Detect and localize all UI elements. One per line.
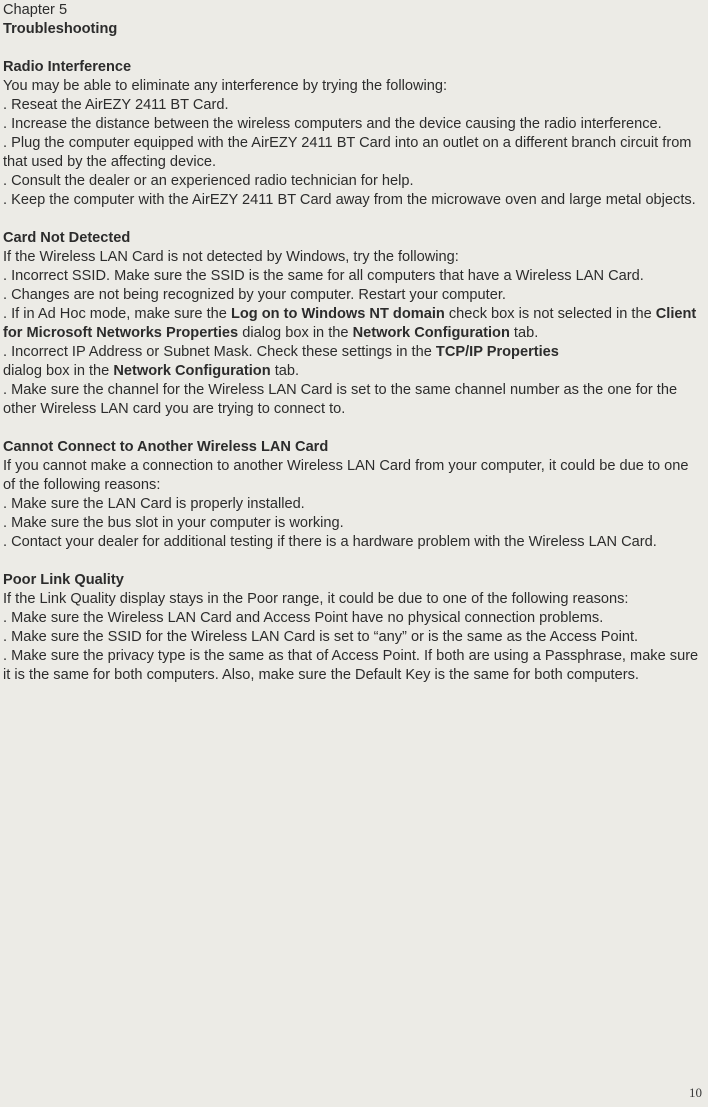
list-item: . Make sure the channel for the Wireless LAN Card is set to the same channel number as the one for the other Wireless LAN card you are trying to connect to. xyxy=(3,382,678,417)
list-item xyxy=(3,343,703,381)
document-page xyxy=(3,1,703,704)
list-item: . Changes are not being recognized by your computer. Restart your computer. xyxy=(3,287,506,303)
bold-term: TCP/IP Properties xyxy=(435,344,559,360)
section-heading: Cannot Connect to Another Wireless LAN Card xyxy=(3,439,329,455)
list-item: . Plug the computer equipped with the AirEZY 2411 BT Card into an outlet on a different branch circuit from that used by the affecting device. xyxy=(3,135,692,170)
bold-term: Network Configuration xyxy=(113,363,271,379)
list-item: . Contact your dealer for additional testing if there is a hardware problem with the Wireless LAN Card. xyxy=(3,534,657,550)
section-intro: If the Wireless LAN Card is not detected by Windows, try the following: xyxy=(3,249,459,265)
list-item: . Consult the dealer or an experienced radio technician for help. xyxy=(3,173,414,189)
chapter-label: Chapter 5 xyxy=(3,2,68,18)
text-run: check box is not selected in the xyxy=(444,306,656,322)
section-heading: Card Not Detected xyxy=(3,230,131,246)
list-item: . Incorrect SSID. Make sure the SSID is the same for all computers that have a Wireless LAN Card. xyxy=(3,268,644,284)
page-number: 10 xyxy=(689,1085,702,1100)
text-run: tab. xyxy=(270,363,300,379)
list-item: . Reseat the AirEZY 2411 BT Card. xyxy=(3,97,229,113)
list-item: . Make sure the SSID for the Wireless LAN Card is set to “any” or is the same as the Access Point. xyxy=(3,629,639,645)
list-item: . Make sure the bus slot in your computer is working. xyxy=(3,515,344,531)
chapter-title: Troubleshooting xyxy=(3,21,118,37)
text-run: . If in Ad Hoc mode, make sure the xyxy=(3,306,231,322)
bold-term: Network Configuration xyxy=(352,325,510,341)
section-intro: If you cannot make a connection to another Wireless LAN Card from your computer, it could be due to one of the following reasons: xyxy=(3,458,689,493)
list-item xyxy=(3,305,703,343)
section-radio-interference xyxy=(3,58,703,210)
section-intro: If the Link Quality display stays in the Poor range, it could be due to one of the following reasons: xyxy=(3,591,629,607)
section-heading: Radio Interference xyxy=(3,59,132,75)
text-run: tab. xyxy=(509,325,539,341)
text-run: dialog box in the xyxy=(238,325,353,341)
section-card-not-detected xyxy=(3,229,703,419)
section-intro: You may be able to eliminate any interference by trying the following: xyxy=(3,78,448,94)
list-item: . Make sure the Wireless LAN Card and Access Point have no physical connection problems. xyxy=(3,610,604,626)
list-item: . Keep the computer with the AirEZY 2411 BT Card away from the microwave oven and large metal objects. xyxy=(3,192,696,208)
section-poor-link-quality xyxy=(3,571,703,685)
text-run: . Incorrect IP Address or Subnet Mask. Check these settings in the xyxy=(3,344,436,360)
bold-term: Log on to Windows NT domain xyxy=(230,306,445,322)
text-run: dialog box in the xyxy=(3,363,114,379)
section-cannot-connect xyxy=(3,438,703,552)
section-heading: Poor Link Quality xyxy=(3,572,124,588)
list-item: . Make sure the privacy type is the same as that of Access Point. If both are using a Passphrase, make sure it is the same for both computers. Also, make sure the Default Key is the same for both computers. xyxy=(3,648,699,683)
bold-term: Client for Microsoft Networks Properties xyxy=(3,306,697,341)
list-item: . Increase the distance between the wireless computers and the device causing the radio interference. xyxy=(3,116,662,132)
list-item: . Make sure the LAN Card is properly installed. xyxy=(3,496,305,512)
